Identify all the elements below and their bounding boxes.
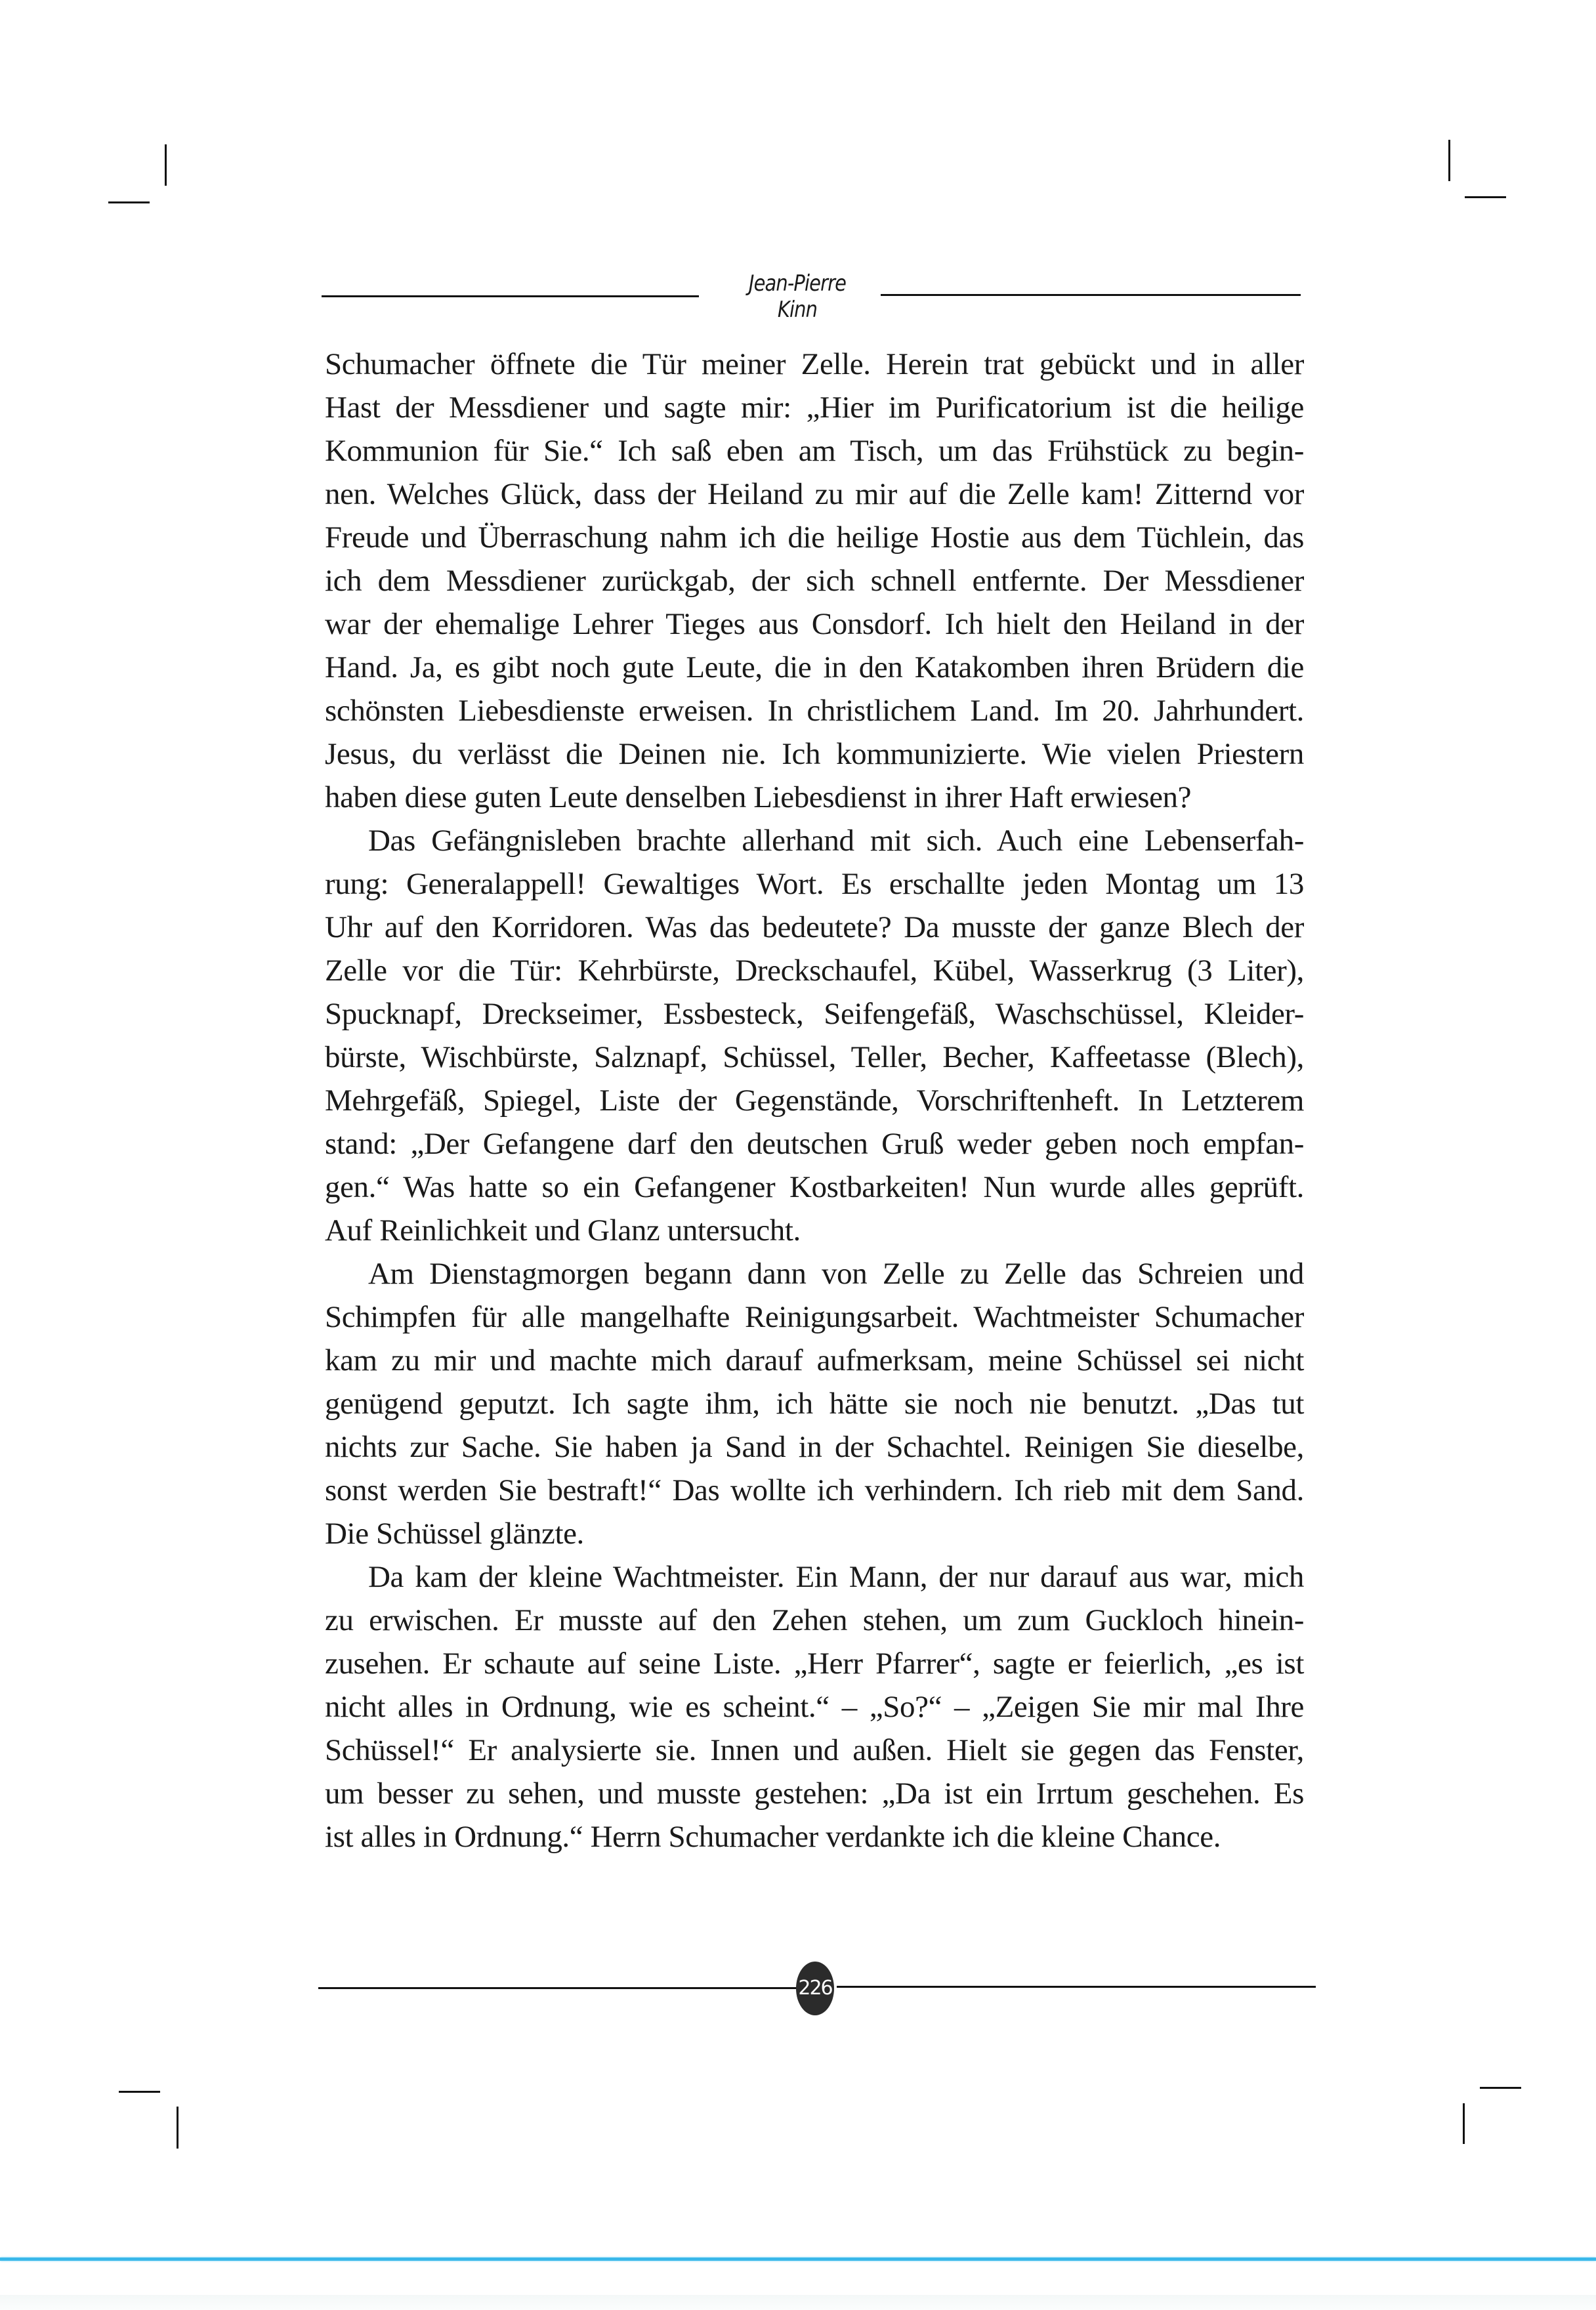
text-line: schönsten Liebesdienste erweisen. In christlichem Land. Im 20. Jahrhundert. [325, 694, 1304, 728]
text-line: Schumacher öffnete die Tür meiner Zelle. Herein trat gebückt und in aller [325, 347, 1304, 381]
header-rule-left [322, 295, 699, 297]
text-line: zu erwischen. Er musste auf den Zehen stehen, um zum Guckloch hinein- [325, 1603, 1304, 1637]
text-line: rung: Generalappell! Gewaltiges Wort. Es erschallte jeden Montag um 13 [325, 867, 1304, 901]
page-number-badge: 226 [796, 1962, 834, 2015]
footer-rule-left [318, 1987, 801, 1989]
crop-mark-top-left-vertical [165, 144, 167, 186]
text-line: Zelle vor die Tür: Kehrbürste, Dreckschaufel, Kübel, Wasserkrug (3 Liter), [325, 954, 1304, 988]
text-line: gen.“ Was hatte so ein Gefangener Kostbarkeiten! Nun wurde alles geprüft. [325, 1170, 1304, 1204]
crop-mark-bottom-left-horizontal [119, 2091, 160, 2093]
text-line: Schüssel!“ Er analysierte sie. Innen und außen. Hielt sie gegen das Fenster, [325, 1733, 1304, 1767]
text-line: haben diese guten Leute denselben Liebesdienst in ihrer Haft erwiesen? [325, 780, 1192, 814]
text-line: Am Dienstagmorgen begann dann von Zelle zu Zelle das Schreien und [368, 1257, 1304, 1291]
text-line: Jesus, du verlässt die Deinen nie. Ich kommunizierte. Wie vielen Priestern [325, 737, 1304, 771]
footer-rule-right [837, 1986, 1316, 1988]
text-line: Freude und Überraschung nahm ich die heilige Hostie aus dem Tüchlein, das [325, 520, 1304, 555]
text-line: Das Gefängnisleben brachte allerhand mit sich. Auch eine Lebenserfah- [368, 824, 1304, 858]
text-line: kam zu mir und machte mich darauf aufmerksam, meine Schüssel sei nicht [325, 1343, 1304, 1377]
text-line: sonst werden Sie bestraft!“ Das wollte ich verhindern. Ich rieb mit dem Sand. [325, 1473, 1304, 1507]
paragraph-1 [325, 343, 1304, 819]
text-line: stand: „Der Gefangene darf den deutschen Gruß weder geben noch empfan- [325, 1127, 1304, 1161]
body-text [325, 343, 1304, 1858]
paragraph-4 [325, 1555, 1304, 1858]
crop-mark-bottom-right-vertical [1463, 2103, 1465, 2144]
text-line: ich dem Messdiener zurückgab, der sich schnell entfernte. Der Messdiener [325, 564, 1304, 598]
text-line: Mehrgefäß, Spiegel, Liste der Gegenstände, Vorschriftenheft. In Letzterem [325, 1083, 1304, 1118]
running-header [322, 261, 1299, 323]
paragraph-2 [325, 819, 1304, 1252]
scan-edge-line [0, 2258, 1596, 2261]
text-line: Schimpfen für alle mangelhafte Reinigungsarbeit. Wachtmeister Schumacher [325, 1300, 1304, 1334]
text-line: war der ehemalige Lehrer Tieges aus Consdorf. Ich hielt den Heiland in der [325, 607, 1304, 641]
text-line: Spucknapf, Dreckseimer, Essbesteck, Seifengefäß, Waschschüssel, Kleider- [325, 997, 1304, 1031]
text-line: Auf Reinlichkeit und Glanz untersucht. [325, 1213, 801, 1248]
crop-mark-top-left-horizontal [108, 201, 150, 203]
text-line: Hast der Messdiener und sagte mir: „Hier im Purificatorium ist die heilige [325, 390, 1304, 425]
crop-mark-bottom-left-vertical [177, 2107, 178, 2149]
text-line: Hand. Ja, es gibt noch gute Leute, die in den Katakomben ihren Brüdern die [325, 650, 1304, 684]
crop-mark-top-right-horizontal [1465, 196, 1506, 198]
scan-edge-shadow [0, 2295, 1596, 2310]
paragraph-3 [325, 1252, 1304, 1555]
text-line: zusehen. Er schaute auf seine Liste. „Herr Pfarrer“, sagte er feierlich, „es ist [325, 1647, 1304, 1681]
text-line: um besser zu sehen, und musste gestehen: „Da ist ein Irrtum geschehen. Es [325, 1776, 1304, 1811]
text-line: Die Schüssel glänzte. [325, 1517, 584, 1551]
text-line: ist alles in Ordnung.“ Herrn Schumacher verdankte ich die kleine Chance. [325, 1820, 1221, 1854]
text-line: Da kam der kleine Wachtmeister. Ein Mann, der nur darauf aus war, mich [368, 1560, 1304, 1594]
text-line: Uhr auf den Korridoren. Was das bedeutete? Da musste der ganze Blech der [325, 910, 1304, 944]
text-line: genügend geputzt. Ich sagte ihm, ich hätte sie noch nie benutzt. „Das tut [325, 1387, 1304, 1421]
header-rule-right [881, 294, 1301, 296]
text-line: nen. Welches Glück, dass der Heiland zu mir auf die Zelle kam! Zitternd vor [325, 477, 1304, 511]
author-name: Jean-Pierre Kinn [748, 270, 847, 323]
text-line: nicht alles in Ordnung, wie es scheint.“ – „So?“ – „Zeigen Sie mir mal Ihre [325, 1690, 1304, 1724]
page-footer [318, 1952, 1316, 2018]
text-line: bürste, Wischbürste, Salznapf, Schüssel, Teller, Becher, Kaffeetasse (Blech), [325, 1040, 1304, 1074]
text-line: nichts zur Sache. Sie haben ja Sand in der Schachtel. Reinigen Sie dieselbe, [325, 1430, 1304, 1464]
text-line: Kommunion für Sie.“ Ich saß eben am Tisch, um das Frühstück zu begin- [325, 434, 1304, 468]
crop-mark-top-right-vertical [1448, 140, 1450, 181]
crop-mark-bottom-right-horizontal [1480, 2087, 1521, 2089]
